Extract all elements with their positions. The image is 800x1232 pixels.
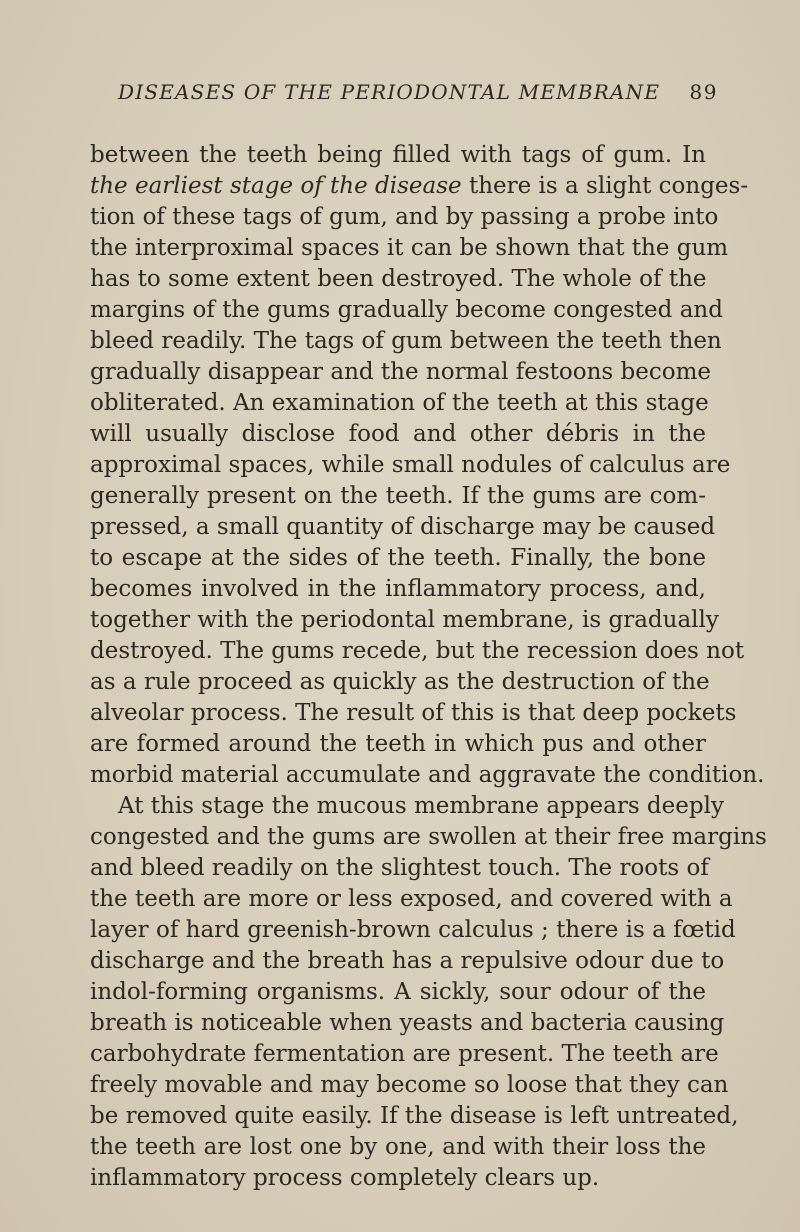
line-text: gradually disappear and the normal festoons become bbox=[90, 359, 712, 385]
text-line bbox=[90, 853, 709, 884]
text-line bbox=[90, 946, 725, 977]
line-text: the interproximal spaces it can be shown that the gum bbox=[90, 235, 729, 261]
line-text: layer of hard greenish-brown calculus ; there is a fœtid bbox=[90, 917, 736, 943]
text-line bbox=[90, 326, 722, 357]
line-text: At this stage the mucous membrane appears deeply bbox=[118, 793, 724, 819]
text-line bbox=[90, 1008, 725, 1039]
line-text: will usually disclose food and other débris in the bbox=[90, 421, 706, 447]
text-line bbox=[90, 171, 749, 202]
page-number: 89 bbox=[689, 80, 718, 104]
line-text: becomes involved in the inflammatory process, and, bbox=[90, 576, 706, 602]
italic-phrase: the earliest stage of the disease bbox=[90, 173, 462, 199]
line-text: as a rule proceed as quickly as the destruction of the bbox=[90, 669, 710, 695]
line-text: discharge and the breath has a repulsive odour due to bbox=[90, 948, 725, 974]
text-line bbox=[90, 636, 745, 667]
running-head bbox=[118, 80, 718, 104]
text-line bbox=[90, 543, 706, 574]
text-line bbox=[90, 388, 709, 419]
line-text: tion of these tags of gum, and by passing a probe into bbox=[90, 204, 719, 230]
line-text: morbid material accumulate and aggravate the condition. bbox=[90, 762, 765, 788]
line-text: together with the periodontal membrane, is gradually bbox=[90, 607, 719, 633]
line-text: there is a slight conges- bbox=[461, 173, 749, 199]
text-line bbox=[90, 760, 765, 791]
line-text: freely movable and may become so loose that they can bbox=[90, 1072, 729, 1098]
line-text: congested and the gums are swollen at their free margins bbox=[90, 824, 767, 850]
line-text: carbohydrate fermentation are present. The teeth are bbox=[90, 1041, 719, 1067]
text-line bbox=[90, 1101, 739, 1132]
text-line bbox=[90, 1163, 706, 1194]
text-line bbox=[90, 1039, 719, 1070]
text-line bbox=[90, 450, 731, 481]
text-line bbox=[90, 140, 706, 171]
line-text: breath is noticeable when yeasts and bacteria causing bbox=[90, 1010, 725, 1036]
line-text: approximal spaces, while small nodules of calculus are bbox=[90, 452, 731, 478]
line-text: pressed, a small quantity of discharge may be caused bbox=[90, 514, 716, 540]
line-text: are formed around the teeth in which pus and other bbox=[90, 731, 706, 757]
line-text: margins of the gums gradually become congested and bbox=[90, 297, 723, 323]
line-text: obliterated. An examination of the teeth at this stage bbox=[90, 390, 709, 416]
line-text: and bleed readily on the slightest touch. The roots of bbox=[90, 855, 709, 881]
line-text: bleed readily. The tags of gum between the teeth then bbox=[90, 328, 722, 354]
text-line bbox=[90, 233, 729, 264]
text-line bbox=[90, 605, 719, 636]
line-text: be removed quite easily. If the disease is left untreated, bbox=[90, 1103, 739, 1129]
line-text: inflammatory process completely clears up. bbox=[90, 1165, 600, 1191]
text-line bbox=[90, 202, 719, 233]
text-line bbox=[90, 698, 737, 729]
text-line bbox=[90, 295, 723, 326]
line-text: indol-forming organisms. A sickly, sour odour of the bbox=[90, 979, 706, 1005]
text-line bbox=[90, 512, 716, 543]
text-line bbox=[90, 791, 724, 822]
text-line bbox=[90, 419, 706, 450]
text-line bbox=[90, 481, 706, 512]
text-line bbox=[90, 1070, 729, 1101]
text-line bbox=[90, 574, 706, 605]
body-text bbox=[90, 140, 767, 1194]
line-text: alveolar process. The result of this is that deep pockets bbox=[90, 700, 737, 726]
line-text: the teeth are more or less exposed, and covered with a bbox=[90, 886, 733, 912]
text-line bbox=[90, 822, 767, 853]
running-head-title: DISEASES OF THE PERIODONTAL MEMBRANE bbox=[118, 80, 661, 104]
text-line bbox=[90, 884, 733, 915]
text-line bbox=[90, 977, 706, 1008]
text-line bbox=[90, 264, 706, 295]
text-line bbox=[90, 1132, 706, 1163]
text-line bbox=[90, 729, 706, 760]
text-line bbox=[90, 357, 712, 388]
text-line bbox=[90, 915, 736, 946]
line-text: the teeth are lost one by one, and with their loss the bbox=[90, 1134, 706, 1160]
line-text: destroyed. The gums recede, but the recession does not bbox=[90, 638, 745, 664]
line-text: has to some extent been destroyed. The whole of the bbox=[90, 266, 707, 292]
line-text: generally present on the teeth. If the gums are com- bbox=[90, 483, 706, 509]
line-text: to escape at the sides of the teeth. Finally, the bone bbox=[90, 545, 706, 571]
text-line bbox=[90, 667, 710, 698]
line-text: between the teeth being filled with tags of gum. In bbox=[90, 142, 706, 168]
